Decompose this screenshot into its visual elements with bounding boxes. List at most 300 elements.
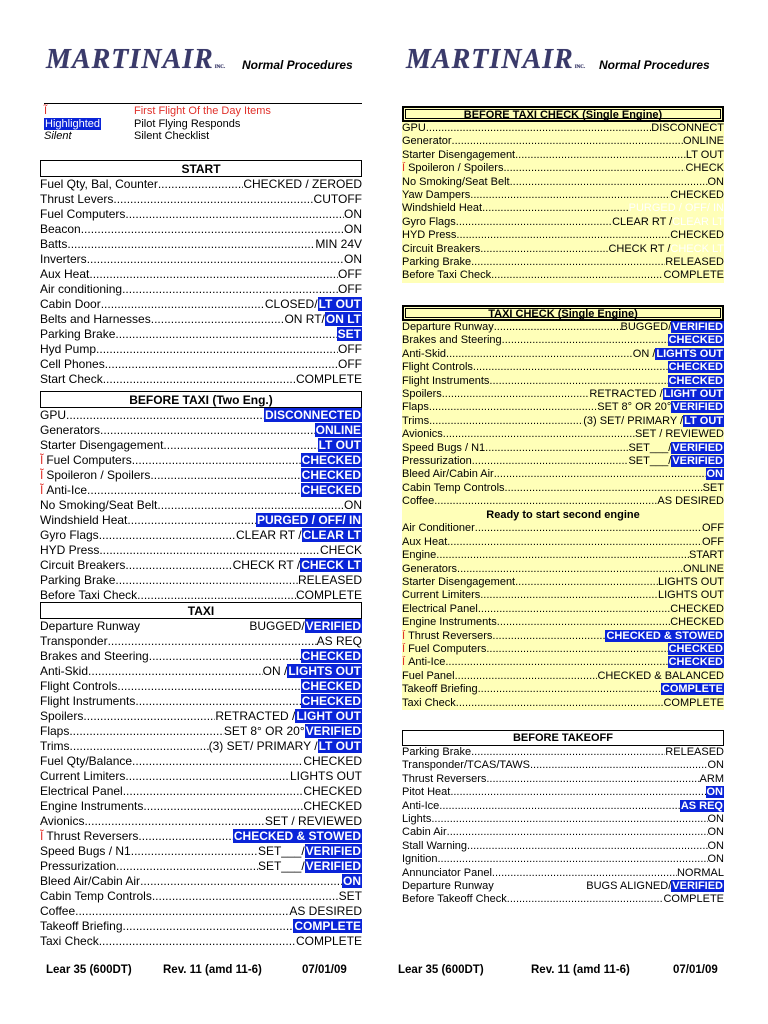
checklist-item-takeoff-briefing — [402, 683, 724, 696]
item-name: Parking Brake — [402, 255, 472, 268]
checklist-item-taxi-check — [402, 697, 724, 710]
pilot-flying-response: LIGHTS OUT — [288, 664, 361, 678]
leader-dots — [446, 348, 633, 361]
item-value: SET — [338, 889, 362, 903]
checklist-item-batts — [40, 237, 362, 252]
first-flight-mark-icon: Ĩ — [402, 162, 406, 175]
checklist-item-spoilers — [40, 709, 362, 724]
leader-dots — [489, 375, 667, 388]
checklist-item-start-check — [40, 372, 362, 387]
item-name: Thrust Reversers — [46, 829, 139, 843]
item-name: Cabin Temp Controls — [402, 481, 505, 494]
item-name: Flaps — [40, 724, 70, 738]
checklist-item-electrical-panel — [40, 784, 362, 799]
leader-dots — [443, 428, 635, 441]
leader-dots — [491, 269, 663, 282]
leader-dots — [472, 455, 629, 468]
item-name: Inverters — [40, 252, 87, 266]
item-value: SET / REVIEWED — [264, 814, 362, 828]
pilot-flying-response: LT OUT — [318, 739, 361, 753]
checklist-item-thrust-reversers — [40, 829, 362, 844]
leader-dots — [132, 453, 301, 468]
leader-dots — [503, 162, 685, 175]
checklist-item-cabin-temp-controls — [402, 482, 724, 495]
checklist-item-ignition — [402, 853, 724, 866]
leader-dots — [426, 122, 651, 135]
checklist-item-circuit-breakers — [40, 558, 362, 573]
leader-dots — [84, 814, 264, 829]
leader-dots — [502, 334, 668, 347]
item-value: OFF — [702, 535, 724, 548]
leader-dots — [108, 634, 317, 649]
item-value: COMPLETE — [663, 696, 724, 709]
item-name: Avionics — [402, 428, 443, 441]
item-value: SET___/ — [628, 441, 672, 454]
item-name: Thrust Reversers — [408, 629, 493, 642]
pilot-flying-response: CHECKED — [668, 361, 723, 374]
checklist-item-coffee — [40, 904, 362, 919]
item-name: Cabin Temp Controls — [40, 889, 152, 903]
item-name: GPU — [402, 122, 426, 134]
leader-dots — [442, 388, 590, 401]
leader-dots — [88, 664, 263, 679]
item-value: SET / REVIEWED — [634, 428, 724, 441]
checklist-item-circuit-breakers — [402, 243, 724, 256]
item-value: ON — [707, 175, 724, 188]
item-name: Cabin Air — [402, 826, 447, 839]
pilot-flying-response: CHECKED — [301, 649, 361, 663]
checklist-item-engine-instruments — [40, 799, 362, 814]
leader-dots — [99, 934, 296, 949]
leader-dots — [480, 243, 608, 256]
pilot-flying-response: LIGHT OUT — [663, 387, 723, 400]
leader-dots — [455, 670, 598, 683]
pilot-flying-response: CHECKED — [301, 679, 361, 693]
checklist-item-air-conditioning — [40, 282, 362, 297]
item-name: No Smoking/Seat Belt — [402, 175, 510, 188]
pilot-flying-response: VERIFIED — [672, 441, 723, 454]
leader-dots — [125, 207, 344, 222]
legend-row-first-flight — [44, 105, 362, 118]
checklist-item-parking-brake — [402, 256, 724, 269]
checklist-item-brakes-and-steering — [402, 334, 724, 347]
section-before-taxi-two-eng — [40, 391, 362, 603]
checklist-item-departure-runway — [402, 321, 724, 334]
leader-dots — [436, 549, 689, 562]
leader-dots — [480, 589, 658, 602]
pilot-flying-response: CLEAR LT — [302, 528, 361, 542]
leader-dots — [115, 327, 336, 342]
checklist-item-gpu — [40, 408, 362, 423]
checklist-item-current-limiters — [40, 769, 362, 784]
item-value: AS DESIRED — [657, 495, 724, 508]
leader-dots — [486, 643, 667, 656]
checklist-item-aux-heat — [40, 267, 362, 282]
checklist-item-trims — [402, 415, 724, 428]
checklist-item-cell-phones — [40, 357, 362, 372]
item-name: Flight Instruments — [40, 694, 136, 708]
first-flight-mark-icon: Ĩ — [402, 629, 406, 642]
leader-dots — [67, 237, 315, 252]
pilot-flying-response: CHECKED — [668, 374, 723, 387]
leader-dots — [105, 357, 338, 372]
checklist-item-no-smoking-seat-belt — [402, 176, 724, 189]
checklist-item-no-smoking-seat-belt — [40, 498, 362, 513]
checklist-item-generators — [40, 423, 362, 438]
first-flight-mark-icon: Ĩ — [40, 468, 44, 482]
footer-date: 07/01/09 — [302, 964, 347, 976]
legend-silent-key: Silent — [44, 130, 72, 142]
leader-dots — [152, 889, 339, 904]
checklist-item-anti-skid — [40, 664, 362, 679]
item-name: Departure Runway — [40, 619, 141, 633]
item-name: Current Limiters — [40, 769, 126, 783]
item-value: BUGS ALIGNED/ — [586, 879, 672, 892]
checklist-item-anti-skid — [402, 348, 724, 361]
leader-dots — [70, 739, 209, 754]
pilot-flying-response: VERIFIED — [672, 321, 723, 333]
checklist-item-gyro-flags — [40, 528, 362, 543]
subheading: Ready to start second engine — [486, 509, 640, 522]
item-name: Takeoff Briefing — [402, 683, 478, 696]
leader-dots — [140, 874, 342, 889]
leader-dots — [456, 229, 670, 242]
leader-dots — [150, 468, 300, 483]
checklist-item-generators — [402, 563, 724, 576]
checklist-item-fuel-panel — [402, 670, 724, 683]
item-name: Thrust Reversers — [402, 772, 487, 785]
first-flight-mark-icon: Ĩ — [40, 483, 44, 497]
item-name: Takeoff Briefing — [40, 919, 123, 933]
checklist-item-parking-brake — [40, 573, 362, 588]
item-name: Coffee — [402, 495, 435, 508]
leader-dots — [81, 222, 344, 237]
checklist-item-aux-heat — [402, 536, 724, 549]
item-name: Starter Disengagement — [402, 576, 516, 589]
item-name: Air conditioning — [40, 282, 123, 296]
pilot-flying-response: AS REQ — [680, 799, 723, 812]
item-value: NORMAL — [676, 866, 724, 879]
leader-dots — [437, 853, 707, 866]
checklist-item-transponder — [40, 634, 362, 649]
footer-date: 07/01/09 — [673, 964, 718, 976]
leader-dots — [137, 588, 296, 603]
item-name: Fuel Qty, Bal, Counter — [40, 177, 158, 191]
leader-dots — [103, 372, 296, 387]
item-name: Anti-Ice — [408, 656, 446, 669]
checklist-item-current-limiters — [402, 589, 724, 602]
pilot-flying-response: CHECKED — [301, 468, 361, 482]
item-name: Flight Controls — [40, 679, 118, 693]
first-flight-mark-icon: Ĩ — [40, 453, 44, 467]
checklist-item-flight-instruments — [40, 694, 362, 709]
leader-dots — [431, 813, 707, 826]
leader-dots — [456, 216, 612, 229]
checklist-item-generator — [402, 135, 724, 148]
leader-dots — [456, 697, 664, 710]
leader-dots — [75, 904, 289, 919]
checklist-item-taxi-check — [40, 934, 362, 949]
checklist-item-fuel-computers — [402, 643, 724, 656]
item-name: Fuel Qty/Balance — [40, 754, 133, 768]
item-value: RELEASED — [297, 573, 362, 587]
martinair-logo: MARTINAIRINC. — [406, 44, 586, 75]
leader-dots — [127, 513, 256, 528]
item-name: Windshield Heat — [402, 202, 483, 215]
item-name: Transponder/TCAS/TAWS — [402, 759, 530, 772]
leader-dots — [475, 522, 702, 535]
item-value: OFF — [702, 522, 724, 535]
item-value: CHECKED / ZEROED — [243, 177, 362, 191]
first-flight-mark-icon: Ĩ — [402, 656, 406, 669]
leader-dots — [99, 543, 320, 558]
item-name: Belts and Harnesses — [40, 312, 151, 326]
checklist-item-avionics — [40, 814, 362, 829]
leader-dots — [507, 893, 664, 906]
checklist-item-annunciator-panel — [402, 867, 724, 880]
leader-dots — [492, 867, 677, 880]
footer-model: Lear 35 (600DT) — [46, 964, 132, 976]
section-taxi — [40, 602, 362, 949]
checklist-item-belts-and-harnesses — [40, 312, 362, 327]
item-value: MIN 24V — [315, 237, 362, 251]
item-name: HYD Press — [40, 543, 100, 557]
leader-dots — [486, 773, 699, 786]
item-name: Bleed Air/Cabin Air — [402, 468, 494, 481]
item-value: OFF — [338, 267, 362, 281]
checklist-item-pressurization — [40, 859, 362, 874]
item-value: COMPLETE — [295, 372, 362, 386]
checklist-item-anti-ice — [40, 483, 362, 498]
checklist-item-takeoff-briefing — [40, 919, 362, 934]
section-before-taxi-single-engine — [402, 106, 724, 283]
item-name: Spoileron / Spoilers — [408, 162, 504, 175]
checklist-item-cabin-temp-controls — [40, 889, 362, 904]
pilot-flying-response: SET — [337, 327, 361, 341]
item-name: Trims — [40, 739, 70, 753]
leader-dots — [123, 919, 294, 934]
item-value: CHECKED — [670, 188, 724, 201]
leader-dots — [66, 408, 264, 423]
checklist-item-spoileron-spoilers — [40, 468, 362, 483]
checklist-item-windshield-heat — [40, 513, 362, 528]
item-value: RELEASED — [665, 746, 724, 758]
checklist-item-anti-ice — [402, 800, 724, 813]
checklist-item-fuel-qty-balance — [40, 754, 362, 769]
checklist-item-anti-ice — [402, 656, 724, 669]
legend-highlighted-key: Highlighted — [45, 117, 101, 130]
item-name: Before Taxi Check — [40, 588, 138, 602]
pilot-flying-response: VERIFIED — [305, 859, 361, 873]
pilot-flying-response: VERIFIED — [305, 619, 361, 633]
checklist-item-electrical-panel — [402, 603, 724, 616]
pilot-flying-response: VERIFIED — [672, 401, 723, 414]
item-value: DISCONNECT — [651, 122, 724, 134]
leader-dots — [478, 683, 661, 696]
leader-dots — [122, 282, 338, 297]
pilot-flying-response: LT OUT — [318, 438, 361, 452]
item-value: CHECKED — [670, 616, 724, 629]
leader-dots — [89, 267, 338, 282]
checklist-item-thrust-reversers — [402, 630, 724, 643]
leader-dots — [447, 536, 702, 549]
item-value: ONLINE — [683, 135, 724, 148]
leader-dots — [447, 826, 708, 839]
item-value: ON — [707, 826, 724, 839]
item-name: Starter Disengagement — [40, 438, 164, 452]
item-name: Taxi Check — [402, 696, 456, 709]
item-name: Start Check — [40, 372, 103, 386]
checklist-item-yaw-dampers — [402, 189, 724, 202]
item-value: OFF — [338, 282, 362, 296]
item-value: ON / — [262, 664, 288, 678]
leader-dots — [117, 679, 300, 694]
checklist-item-departure-runway — [40, 619, 362, 634]
leader-dots — [429, 415, 583, 428]
footer-revision: Rev. 11 (amd 11-6) — [531, 964, 630, 976]
faded-response: PURGED / OFF/ IN — [628, 202, 724, 215]
item-name: Batts — [40, 237, 68, 251]
leader-dots — [452, 135, 684, 148]
item-name: Electrical Panel — [40, 784, 123, 798]
item-name: Anti-Ice — [46, 483, 88, 497]
item-value: ON — [707, 812, 724, 825]
leader-dots — [115, 573, 298, 588]
item-value: ON — [707, 839, 724, 852]
checklist-item-fuel-computers — [40, 207, 362, 222]
item-name: Anti-Skid — [40, 664, 89, 678]
item-name: Fuel Computers — [40, 207, 126, 221]
item-name: Flaps — [402, 401, 429, 414]
item-value: RELEASED — [665, 255, 724, 268]
item-name: Thrust Levers — [40, 192, 114, 206]
leader-dots — [149, 649, 301, 664]
checklist-item-before-taxi-check — [40, 588, 362, 603]
item-value: ARM — [699, 772, 724, 785]
pilot-flying-response: LIGHT OUT — [296, 709, 361, 723]
item-value: LT OUT — [685, 148, 724, 161]
item-value: BUGGED/ — [620, 321, 672, 333]
leader-dots — [515, 149, 686, 162]
item-name: Spoileron / Spoilers — [46, 468, 151, 482]
leader-dots — [158, 177, 243, 192]
leader-dots — [157, 498, 344, 513]
section-start — [40, 160, 362, 387]
item-name: Spoilers — [40, 709, 84, 723]
checklist-item-beacon — [40, 222, 362, 237]
pilot-flying-response: ON — [706, 468, 723, 481]
item-value: COMPLETE — [295, 934, 362, 948]
item-name: Departure Runway — [402, 321, 494, 333]
item-name: No Smoking/Seat Belt — [40, 498, 158, 512]
item-value: CHECKED & BALANCED — [597, 669, 724, 682]
checklist-item-air-conditioner — [402, 522, 724, 535]
leader-dots — [439, 800, 680, 813]
section-title: BEFORE TAXI CHECK (Single Engine) — [402, 106, 724, 122]
leader-dots — [445, 656, 667, 669]
item-value: CHECKED — [303, 799, 362, 813]
leader-dots — [125, 558, 232, 573]
leader-dots — [530, 759, 708, 772]
pilot-flying-response: ON — [343, 874, 361, 888]
pilot-flying-response: VERIFIED — [305, 844, 361, 858]
checklist-item-thrust-levers — [40, 192, 362, 207]
pilot-flying-response: CHECKED & STOWED — [233, 829, 361, 843]
section-before-takeoff — [402, 730, 724, 907]
leader-dots — [482, 202, 629, 215]
legend-row-silent — [44, 130, 362, 143]
item-name: Before Takeoff Check — [402, 893, 507, 906]
right-page — [384, 0, 768, 1024]
leader-dots — [494, 880, 587, 893]
item-name: Taxi Check — [40, 934, 99, 948]
leader-dots — [143, 799, 303, 814]
checklist-item-avionics — [402, 428, 724, 441]
pilot-flying-response: LT OUT — [684, 414, 723, 427]
checklist-item-windshield-heat — [402, 202, 724, 215]
item-name: Hyd Pump — [40, 342, 97, 356]
item-value: CHECK — [319, 543, 362, 557]
item-name: Brakes and Steering — [40, 649, 149, 663]
item-name: Anti-Ice — [402, 799, 440, 812]
leader-dots — [151, 312, 285, 327]
leader-dots — [450, 786, 705, 799]
checklist-item-stall-warning — [402, 840, 724, 853]
page-title: Normal Procedures — [599, 58, 710, 72]
checklist-item-engine-instruments — [402, 616, 724, 629]
item-name: Parking Brake — [40, 327, 116, 341]
checklist-item-starter-disengagement — [40, 438, 362, 453]
leader-dots — [96, 342, 338, 357]
checklist-item-flaps — [40, 724, 362, 739]
item-value: CHECKED — [303, 754, 362, 768]
item-value: ON — [707, 759, 724, 772]
section-title: START — [40, 160, 362, 177]
item-value: CLEAR RT / — [235, 528, 302, 542]
leader-dots — [429, 401, 597, 414]
leader-dots — [69, 724, 224, 739]
checklist-item-departure-runway — [402, 880, 724, 893]
checklist-item-starter-disengagement — [402, 576, 724, 589]
item-name: Pressurization — [40, 859, 117, 873]
pilot-flying-response: LIGHTS OUT — [656, 347, 723, 360]
item-value: COMPLETE — [663, 893, 724, 906]
pilot-flying-response: ON LT — [325, 312, 361, 326]
leader-dots — [471, 746, 665, 759]
item-value: SET — [702, 481, 724, 494]
item-value: (3) SET/ PRIMARY / — [583, 414, 684, 427]
item-value: SET___/ — [257, 844, 305, 858]
item-value: COMPLETE — [663, 269, 724, 282]
item-value: CHECKED — [670, 229, 724, 242]
item-name: Fuel Panel — [402, 669, 455, 682]
item-name: Before Taxi Check — [402, 269, 492, 282]
leader-dots — [457, 563, 683, 576]
item-name: Beacon — [40, 222, 81, 236]
checklist-item-transponder-tcas-taws — [402, 759, 724, 772]
section-title: BEFORE TAKEOFF — [402, 730, 724, 746]
item-value: LIGHTS OUT — [289, 769, 362, 783]
leader-dots — [83, 709, 215, 724]
martinair-logo: MARTINAIRINC. — [46, 44, 226, 75]
item-name: Parking Brake — [40, 573, 116, 587]
checklist-item-hyd-pump — [40, 342, 362, 357]
item-value: CUTOFF — [313, 192, 362, 206]
pilot-flying-response: CHECKED — [301, 483, 361, 497]
leader-dots — [123, 784, 304, 799]
checklist-item-pitot-heat — [402, 786, 724, 799]
checklist-item-fuel-qty-bal-counter — [40, 177, 362, 192]
